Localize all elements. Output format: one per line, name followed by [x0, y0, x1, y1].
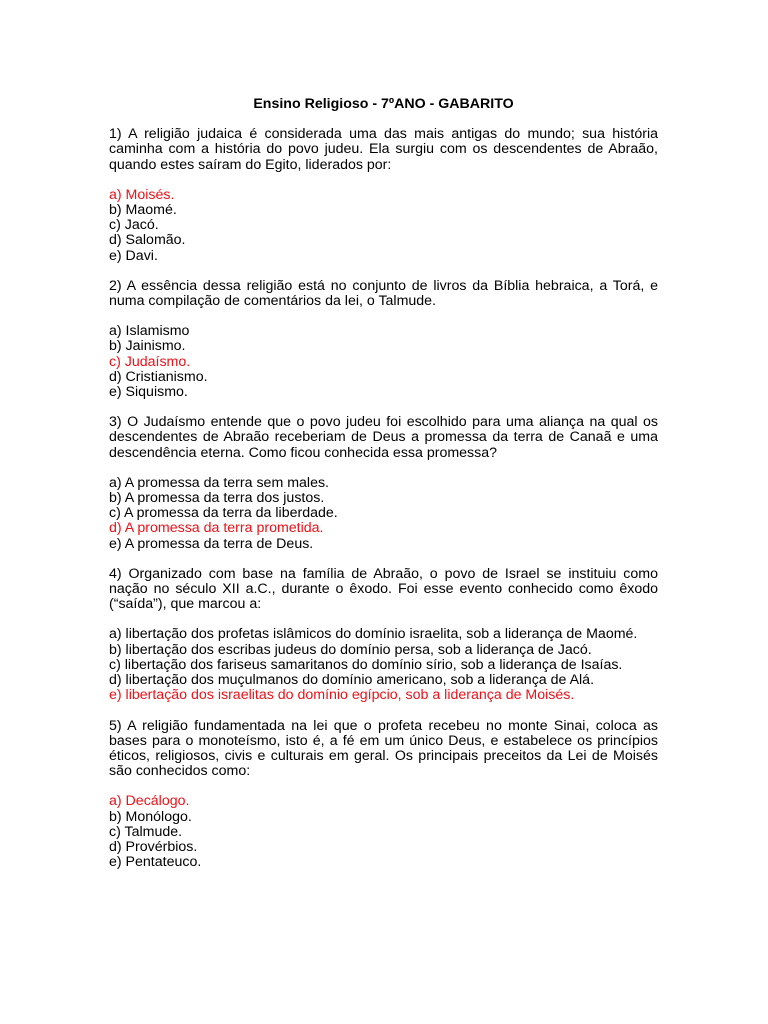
correct-answer-option: a) Moisés. [109, 186, 175, 203]
answer-option: b) Maomé. [109, 202, 177, 219]
answer-option: b) libertação dos escribas judeus do domínio persa, sob a liderança de Jacó. [109, 641, 592, 658]
answer-option: a) A promessa da terra sem males. [109, 474, 329, 491]
option-list [109, 476, 658, 552]
correct-answer-option: a) Decálogo. [109, 793, 190, 810]
correct-answer-option: c) Judaísmo. [109, 353, 191, 370]
question-1 [109, 127, 658, 264]
answer-option: d) Salomão. [109, 232, 186, 249]
question-stem: 5) A religião fundamentada na lei que o profeta recebeu no monte Sinai, coloca as bases para o monoteísmo, isto é, a fé em um único Deus, e estabelece os princípios éticos, religiosos, civis e culturais em geral. Os principais preceitos da Lei de Moisés são conhecidos como: [109, 717, 658, 780]
answer-option: c) Talmude. [109, 823, 183, 840]
question-stem: 1) A religião judaica é considerada uma das mais antigas do mundo; sua história caminha com a história do povo judeu. Ela surgiu com os descendentes de Abraão, quando estes saíram do Egito, liderados por: [109, 126, 658, 173]
option-list [109, 324, 658, 400]
question-stem: 3) O Judaísmo entende que o povo judeu foi escolhido para uma aliança na qual os descendentes de Abraão receberiam de Deus a promessa da terra de Canaã e uma descendência eterna. Como ficou conhecida essa promessa? [109, 414, 658, 461]
answer-option: e) Siquismo. [109, 384, 188, 401]
document-title: Ensino Religioso - 7ºANO - GABARITO [253, 96, 514, 112]
answer-key-page [109, 97, 658, 885]
answer-option: e) A promessa da terra de Deus. [109, 535, 314, 552]
question-3 [109, 415, 658, 552]
answer-option: c) libertação dos fariseus samaritanos do domínio sírio, sob a liderança de Isaías. [109, 656, 623, 673]
question-stem: 4) Organizado com base na família de Abraão, o povo de Israel se instituiu como nação no século XII a.C., durante o êxodo. Foi esse evento conhecido como êxodo (“saída”), que marcou a: [109, 565, 658, 613]
answer-option: d) Provérbios. [109, 838, 198, 855]
answer-option: e) Davi. [109, 247, 158, 264]
answer-option: b) Monólogo. [109, 808, 192, 825]
question-2 [109, 279, 658, 400]
answer-option: a) Islamismo [109, 323, 190, 340]
correct-answer-option: e) libertação dos israelitas do domínio egípcio, sob a liderança de Moisés. [109, 687, 575, 704]
question-5 [109, 719, 658, 871]
option-list [109, 627, 658, 703]
question-stem: 2) A essência dessa religião está no conjunto de livros da Bíblia hebraica, a Torá, e numa compilação de comentários da lei, o Talmude. [109, 277, 658, 310]
correct-answer-option: d) A promessa da terra prometida. [109, 520, 324, 537]
answer-option: d) libertação dos muçulmanos do domínio americano, sob a liderança de Alá. [109, 672, 595, 689]
answer-option: a) libertação dos profetas islâmicos do domínio israelita, sob a liderança de Maomé. [109, 626, 638, 643]
answer-option: c) Jacó. [109, 217, 159, 234]
answer-option: b) Jainismo. [109, 338, 186, 355]
option-list [109, 794, 658, 870]
answer-option: e) Pentateuco. [109, 854, 202, 871]
question-4 [109, 567, 658, 704]
option-list [109, 188, 658, 264]
answer-option: b) A promessa da terra dos justos. [109, 490, 325, 507]
answer-option: d) Cristianismo. [109, 368, 208, 385]
answer-option: c) A promessa da terra da liberdade. [109, 505, 338, 522]
